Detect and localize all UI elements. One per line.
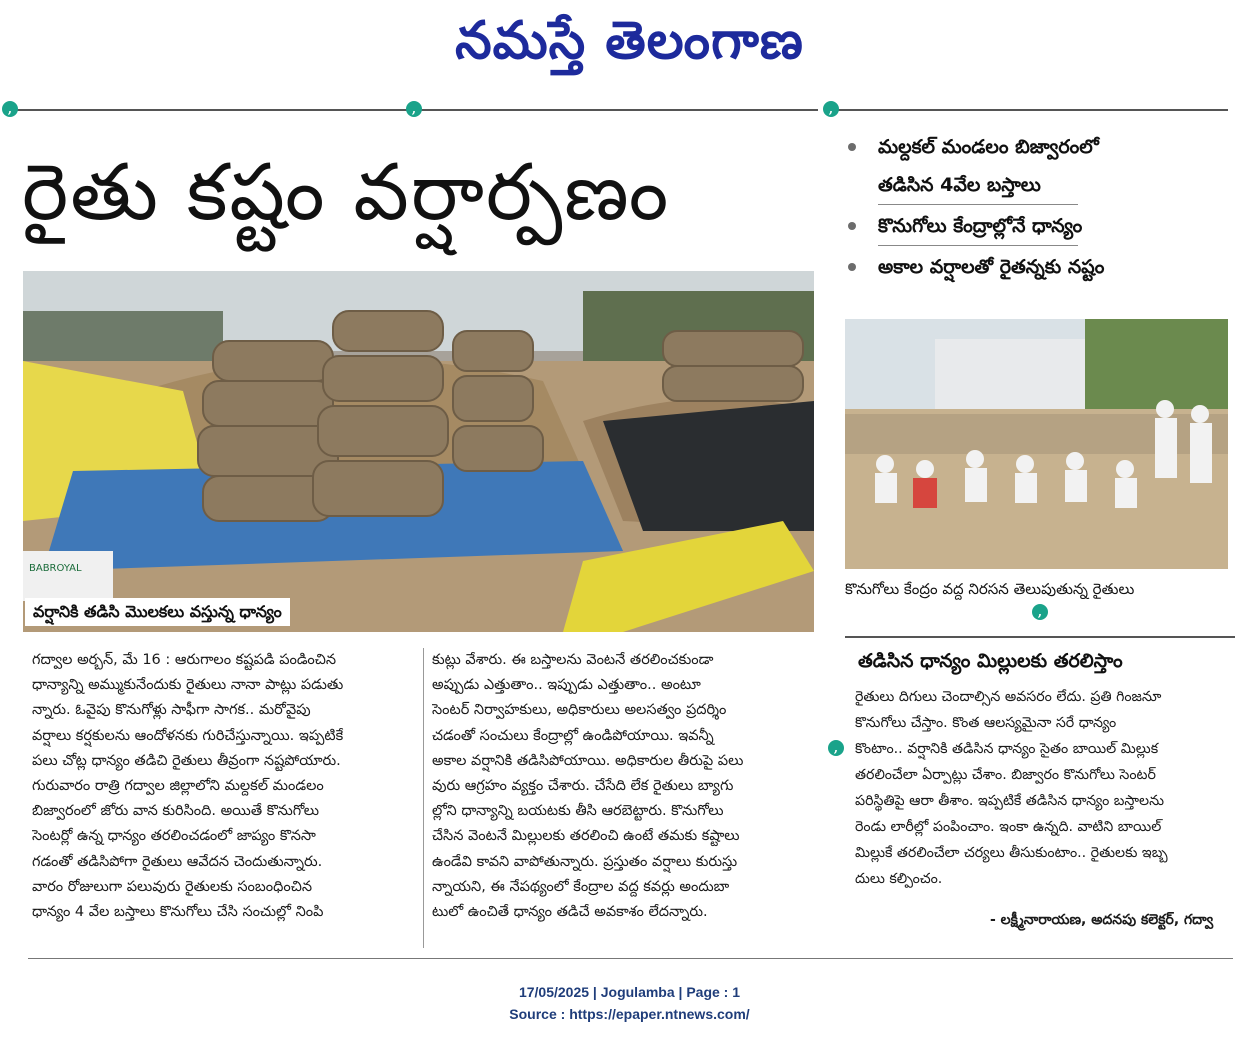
article-line: ల్లోని ధాన్యాన్ని బయటకు తీసి ఆరబెట్టారు. కొనుగోలు [432,803,724,820]
side-story-line: దులు కల్పించం. [855,871,943,887]
newspaper-masthead: నమస్తే తెలంగాణ [455,11,804,71]
article-column-2 [432,648,817,948]
side-story-title: తడిసిన ధాన్యం మిల్లులకు తరలిస్తాం [858,650,1123,672]
highlight-line: తడిసిన 4వేల బస్తాలు [878,174,1041,196]
article-line: గద్వాల అర్బన్, మే 16 : ఆరుగాలం కష్టపడి పండించిన [32,652,337,668]
article-line: సెంటర్ నిర్వాహకులు, అధికారులు అలసత్వం ప్రదర్శిం [432,702,727,719]
article-line: బిజ్వారంలో జోరు వాన కురిసింది. అయితే కొనుగోలు [32,803,320,820]
side-story-attribution: - లక్ష్మీనారాయణ, అదనపు కలెక్టర్, గద్వా [990,912,1214,928]
article-line: ధాన్యం 4 వేల బస్తాలు కొనుగోలు చేసి సంచుల్లో నింపి [32,904,324,921]
highlights-top-rule [835,109,1228,111]
article-line: అప్పుడు ఎత్తుతాం.. ఇప్పుడు ఎత్తుతాం.. అంటూ [432,677,701,694]
article-line: సెంటర్లో ఉన్న ధాన్యం తరలించడంలో జాప్యం కొనసా [32,828,316,845]
article-line: న్నాయని, ఈ నేపథ్యంలో కేంద్రాల వద్ద కవర్లు అందుబా [432,878,730,895]
highlight-divider [878,204,1078,205]
side-story-line: కొంటాం.. వర్షానికి తడిసిన ధాన్యం సైతం బాయిల్ మిల్లుక [855,741,1159,757]
wet-grain-bags-photo [23,271,814,632]
column-divider [423,648,424,948]
quote-mark-icon: , [823,101,839,117]
quote-mark-icon: , [828,740,844,756]
article-line: ధాన్యాన్ని అమ్ముకునేందుకు రైతులు నానా పాట్లు పడుతు [32,677,344,694]
bullet-dot-icon [848,143,856,151]
highlight-divider [878,245,1078,246]
side-photo-caption: కొనుగోలు కేంద్రం వద్ద నిరసన తెలుపుతున్న రైతులు [845,580,1135,598]
side-story-line: రెండు లారీల్లో పంపించాం. ఇంకా ఉన్నది. వాటిని బాయిల్ [855,819,1162,835]
quote-mark-icon: , [406,101,422,117]
side-story-top-rule [845,636,1235,638]
highlight-item [842,211,1232,241]
article-line: వర్షాలు కర్షకులను ఆందోళనకు గురిచేస్తున్నాయి. ఇప్పటికే [32,727,344,744]
article-line: కుట్లు వేశారు. ఈ బస్తాలను వెంటనే తరలించకుండా [432,652,714,668]
article-line: చడంతో సంచులు కేంద్రాల్లో ఉండిపోయాయి. ఇవన్నీ [432,727,714,744]
highlight-item [842,252,1232,282]
main-photo-caption: వర్షానికి తడిసి మొలకలు వస్తున్న ధాన్యం [25,598,290,626]
bullet-dot-icon [848,263,856,271]
highlight-line: మల్దకల్ మండలం బిజ్వారంలో [878,136,1099,158]
highlight-item [842,132,1232,200]
side-story-line: తరలించేలా ఏర్పాట్లు చేశాం. బిజ్వారం కొనుగోలు సెంటర్ [855,767,1156,783]
article-line: టులో ఉంచితే ధాన్యం తడిచే అవకాశం లేదన్నారు. [432,904,708,921]
edition-line: 17/05/2025 | Jogulamba | Page : 1 [518,984,741,1000]
side-story-line: పరిస్థితిపై ఆరా తీశాం. ఇప్పటికే తడిసిన ధాన్యం బస్తాలను [855,793,1164,809]
article-line: న్నారు. ఓవైపు కొనుగోళ్లు సాఫీగా సాగక.. మరోవైపు [32,702,311,719]
article-line: గడంతో తడిసిపోగా రైతులు ఆవేదన చెందుతున్నారు. [32,853,323,870]
article-line: వురు ఆగ్రహం వ్యక్తం చేశారు. చేసేది లేక రైతులు బ్యాగు [432,778,734,795]
article-line: ఉండేవి కావని వాపోతున్నారు. ప్రస్తుతం వర్షాలు కురుస్తు [432,853,738,870]
highlights-list [842,132,1232,282]
bullet-dot-icon [848,222,856,230]
article-line: వారం రోజులుగా పలువురు రైతులకు సంబంధించిన [32,878,313,895]
article-line: అకాల వర్షానికి తడిసిపోయాయి. అధికారుల తీరుపై పలు [432,752,744,769]
quote-mark-icon: , [1032,604,1048,620]
article-line: చేసిన వెంటనే మిల్లులకు తరలించి ఉంటే తమకు కష్టాలు [432,828,740,845]
highlight-line: అకాల వర్షాలతో రైతన్నకు నష్టం [878,256,1105,278]
side-story-line: కొనుగోలు చేస్తాం. కొంత ఆలస్యమైనా సరే ధాన్యం [855,715,1117,731]
side-story-line: రైతులు దిగులు చెందాల్సిన అవసరం లేదు. ప్రతి గింజనూ [855,689,1162,705]
bag-label-text: BABROYAL [29,563,82,574]
quote-mark-icon: , [2,101,18,117]
page-bottom-rule [28,958,1233,959]
source-link[interactable]: Source : https://epaper.ntnews.com/ [509,1006,750,1022]
main-headline: రైతు కష్టం వర్షార్పణం [22,148,671,238]
side-story-line: మిల్లుకే తరలించేలా చర్యలు తీసుకుంటాం.. రైతులకు ఇబ్బ [855,845,1168,861]
article-line: గురువారం రాత్రి గద్వాల జిల్లాలోని మల్దకల్ మండలం [32,778,324,795]
highlight-line: కొనుగోలు కేంద్రాల్లోనే ధాన్యం [878,215,1083,237]
farmers-protest-photo [845,319,1228,569]
article-line: పలు చోట్ల ధాన్యం తడిచి రైతులు తీవ్రంగా నష్టపోయారు. [32,752,341,769]
side-story-body [855,684,1255,906]
article-column-1 [32,648,417,948]
